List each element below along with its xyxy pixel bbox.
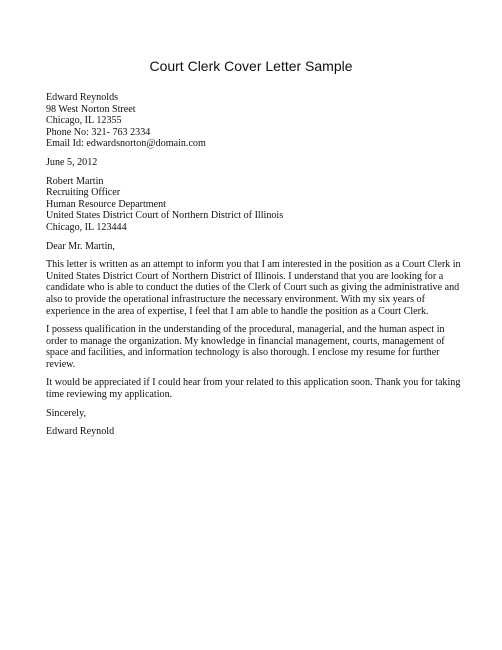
recipient-name: Robert Martin bbox=[46, 175, 104, 187]
sender-phone: Phone No: 321- 763 2334 bbox=[46, 126, 151, 138]
letter-body bbox=[46, 92, 466, 445]
recipient-address bbox=[46, 176, 466, 234]
paragraph-line: experience in the area of expertise, I feel that I am able to handle the position as a Court Clerk. bbox=[46, 305, 429, 317]
paragraph-line: United States District Court of Northern District of Illinois. I understand that you are looking for a bbox=[46, 270, 444, 282]
recipient-organization: United States District Court of Northern District of Illinois bbox=[46, 210, 284, 222]
paragraph-line: I possess qualification in the understanding of the procedural, managerial, and the human aspect in bbox=[46, 324, 445, 336]
salutation bbox=[46, 241, 466, 253]
paragraph-3 bbox=[46, 377, 466, 400]
paragraph-line: This letter is written as an attempt to inform you that I am interested in the position as a Court Clerk in bbox=[46, 259, 461, 271]
paragraph-line: It would be appreciated if I could hear from your related to this application soon. Thank you for taking bbox=[46, 377, 461, 389]
recipient-title: Recruiting Officer bbox=[46, 187, 121, 199]
signature bbox=[46, 426, 466, 438]
date-text: June 5, 2012 bbox=[46, 156, 98, 168]
paragraph-1 bbox=[46, 259, 466, 317]
sender-name: Edward Reynolds bbox=[46, 92, 119, 103]
paragraph-line: order to manage the organization. My knowledge in financial management, courts, management of bbox=[46, 335, 445, 347]
sender-street: 98 West Norton Street bbox=[46, 103, 136, 115]
paragraph-line: review. bbox=[46, 358, 76, 370]
sender-address bbox=[46, 92, 466, 150]
sender-city: Chicago, IL 12355 bbox=[46, 115, 122, 127]
recipient-city: Chicago, IL 123444 bbox=[46, 221, 127, 233]
sender-email: Email Id: edwardsnorton@domain.com bbox=[46, 138, 206, 150]
paragraph-line: space and facilities, and information technology is also thorough. I enclose my resume for further bbox=[46, 347, 440, 359]
signature-name: Edward Reynold bbox=[46, 426, 115, 438]
paragraph-line: time reviewing my application. bbox=[46, 389, 173, 401]
salutation-text: Dear Mr. Martin, bbox=[46, 240, 115, 252]
paragraph-2 bbox=[46, 324, 466, 370]
paragraph-line: also to provide the operational infrastructure the necessary environment. With my six years of bbox=[46, 293, 425, 305]
recipient-department: Human Resource Department bbox=[46, 198, 166, 210]
letter-date bbox=[46, 157, 466, 169]
paragraph-line: candidate who is able to conduct the duties of the Clerk of Court such as giving the administrative and bbox=[46, 282, 460, 294]
closing-text: Sincerely, bbox=[46, 407, 86, 419]
closing bbox=[46, 408, 466, 420]
document-title: Court Clerk Cover Letter Sample bbox=[149, 58, 353, 74]
